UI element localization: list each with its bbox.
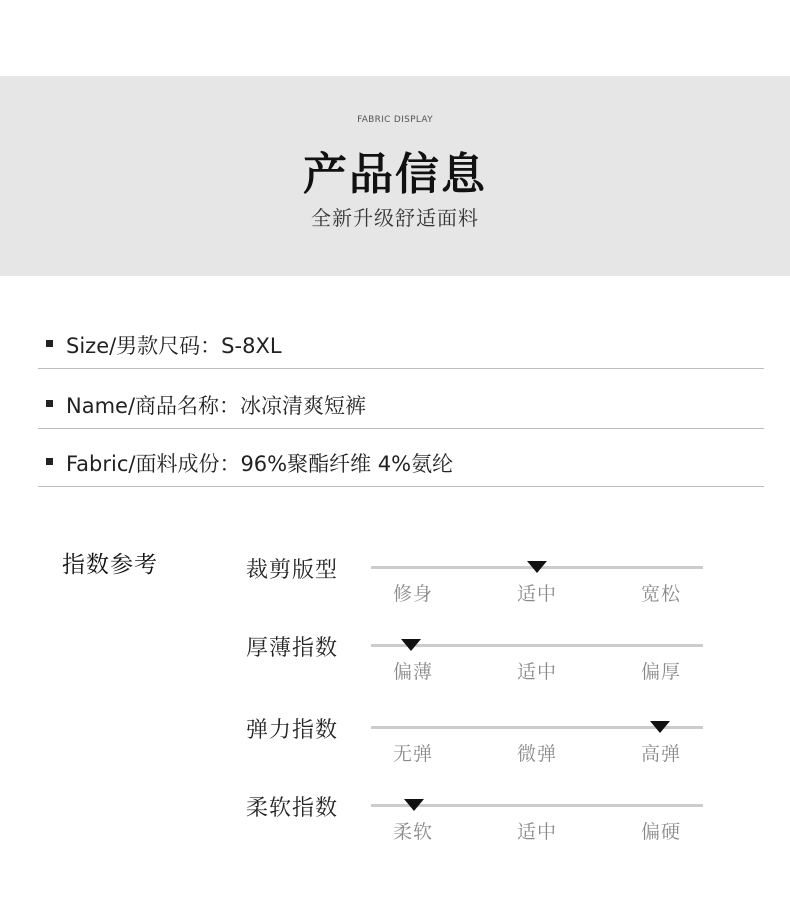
level-marker-icon <box>650 721 670 733</box>
index-heading: 指数参考 <box>62 552 158 578</box>
spec-row-name <box>38 370 764 429</box>
spec-text-name: Name/商品名称：冰凉清爽短裤 <box>66 394 367 418</box>
bullet-icon <box>46 340 53 347</box>
scale-option-high: 偏厚 <box>640 661 681 683</box>
scale-option-high: 偏硬 <box>640 821 681 843</box>
index-label-softness: 柔软指数 <box>246 796 339 821</box>
scale-option-mid: 适中 <box>516 821 557 843</box>
page-subtitle: 全新升级舒适面料 <box>311 206 479 230</box>
scale-option-high: 高弹 <box>640 743 681 765</box>
bullet-icon <box>46 400 53 407</box>
scale-option-low: 偏薄 <box>392 661 433 683</box>
bullet-icon <box>46 458 53 465</box>
banner-eyebrow: FABRIC DISPLAY <box>357 115 433 125</box>
level-marker-icon <box>404 799 424 811</box>
spec-text-size: Size/男款尺码：S-8XL <box>66 334 282 358</box>
spec-text-fabric: Fabric/面料成份：96%聚酯纤维 4%氨纶 <box>66 452 454 476</box>
page-title: 产品信息 <box>303 149 487 200</box>
level-marker-icon <box>401 639 421 651</box>
index-label-thickness: 厚薄指数 <box>246 636 339 661</box>
spec-row-fabric <box>38 428 764 487</box>
header-banner <box>0 76 790 276</box>
level-marker-icon <box>527 561 547 573</box>
scale-option-mid: 适中 <box>516 583 557 605</box>
index-row-softness <box>0 791 790 861</box>
spec-row-size <box>38 310 764 369</box>
scale-option-high: 宽松 <box>640 583 681 605</box>
scale-option-low: 修身 <box>392 583 433 605</box>
scale-option-low: 无弹 <box>392 743 433 765</box>
scale-option-mid: 微弹 <box>516 743 557 765</box>
index-row-fit <box>0 553 790 623</box>
index-label-elasticity: 弹力指数 <box>246 718 339 743</box>
index-label-fit: 裁剪版型 <box>246 558 339 583</box>
scale-option-mid: 适中 <box>516 661 557 683</box>
index-row-elasticity <box>0 713 790 783</box>
index-row-thickness <box>0 631 790 701</box>
scale-option-low: 柔软 <box>392 821 433 843</box>
